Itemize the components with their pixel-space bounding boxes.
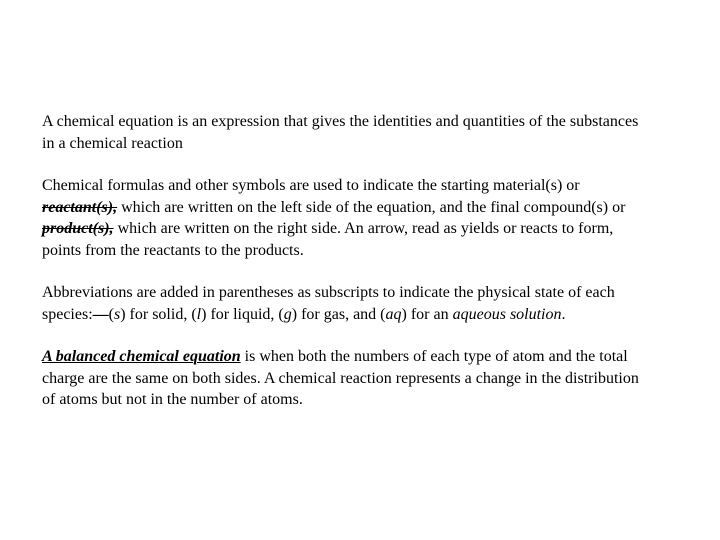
aqueous-symbol: aq [385,305,402,323]
balanced-equation-paragraph [42,346,652,411]
reactants-term: reactant(s), [42,198,118,216]
definition-text: A chemical equation is an expression that gives the identities and quantities of the substances in a chemical reaction [42,113,639,152]
formulas-paragraph [42,175,652,261]
abbrev-text-3: ) for solid, ( [120,305,197,323]
formulas-text-1: Chemical formulas and other symbols are used to indicate the starting material(s) or [42,177,580,194]
abbrev-text-4: ) for liquid, ( [201,305,284,323]
abbrev-text-1: Abbreviations are added in parentheses as subscripts to indicate the physical state of each species: [42,284,615,323]
aqueous-solution-term: aqueous solution [452,305,562,323]
abbrev-text-2: ( [108,305,114,323]
abbrev-text-7: . [561,305,566,323]
formulas-text-3: which are written on the right side. An arrow, read as yields or reacts to form, points from the reactants to the products. [42,220,614,259]
liquid-symbol: l [196,305,202,323]
abbreviations-paragraph [42,282,652,325]
solid-symbol: s [113,305,121,323]
formulas-text-2: which are written on the left side of the equation, and the final compound(s) or [117,198,626,216]
abbrev-text-6: ) for an [401,305,453,323]
abbrev-text-5: ) for gas, and ( [291,305,386,323]
em-dash: — [92,305,109,323]
gas-symbol: g [283,305,292,323]
balanced-text: is when both the numbers of each type of atom and the total charge are the same on both sides. A chemical reaction represents a change in the distribution of atoms but not in the number of atoms. [42,348,639,408]
definition-paragraph [42,111,652,154]
products-term: product(s), [42,220,114,237]
slide-text-body [42,111,652,432]
balanced-equation-term: A balanced chemical equation [42,348,241,365]
